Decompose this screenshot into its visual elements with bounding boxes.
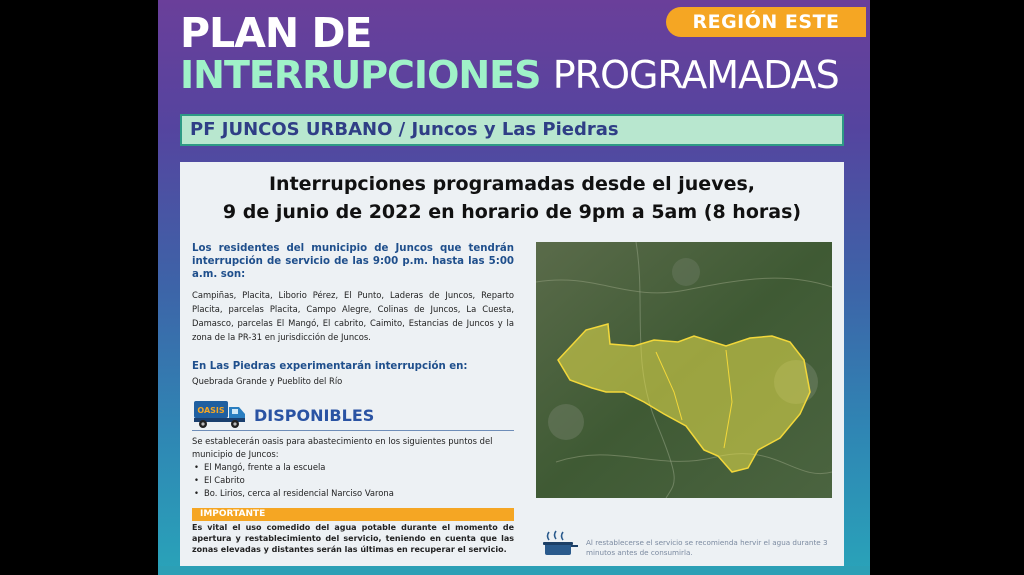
region-badge: REGIÓN ESTE xyxy=(666,7,866,37)
disponibles-heading: DISPONIBLES xyxy=(254,406,375,425)
truck-label: OASIS xyxy=(197,406,225,415)
places-list: Campiñas, Placita, Liborio Pérez, El Punto, Laderas de Juncos, Reparto Placita, parcelas Placita, Campo Alegre, Colinas de Juncos, La Cuesta, Damasco, parcelas El Mangó, El cabrito, Caimito, Estancias de Juncos y la zona de la PR-31 en jurisdicción de Juncos. xyxy=(192,290,514,342)
piedras-places: Quebrada Grande y Pueblito del Río xyxy=(192,376,343,386)
importante-heading: IMPORTANTE xyxy=(192,508,514,521)
title-line-2 xyxy=(180,54,839,96)
title-bold-word: INTERRUPCIONES xyxy=(180,53,541,97)
pf-bar: PF JUNCOS URBANO / Juncos y Las Piedras xyxy=(180,114,844,146)
boiling-pot-icon xyxy=(539,528,579,560)
list-item: • El Mangó, frente a la escuela xyxy=(192,461,514,474)
content-panel xyxy=(180,162,844,575)
divider xyxy=(192,430,514,431)
headline-line-2: 9 de junio de 2022 en horario de 9pm a 5am (8 horas) xyxy=(222,201,802,223)
title-line-1: PLAN DE xyxy=(180,9,372,57)
list-item: • El Cabrito xyxy=(192,474,514,487)
water-truck-icon xyxy=(192,398,248,430)
satellite-map xyxy=(536,242,832,498)
importante-text: Es vital el uso comedido del agua potable durante el momento de apertura y restablecimiento del servicio, teniendo en cuenta que las zonas elevadas y distantes serán las últimas en recuperar el servicio. xyxy=(192,523,514,554)
headline-line-1: Interrupciones programadas desde el jueves, xyxy=(268,173,755,195)
headline xyxy=(180,170,844,226)
poster xyxy=(158,0,870,575)
bottom-strip xyxy=(158,566,870,575)
oasis-list xyxy=(192,461,514,500)
boil-notice: Al restablecerse el servicio se recomienda hervir el agua durante 3 minutos antes de consumirla. xyxy=(586,538,828,557)
title-light-word: PROGRAMADAS xyxy=(552,53,839,97)
oasis-intro: Se establecerán oasis para abastecimiento en los siguientes puntos del municipio de Juncos: xyxy=(192,436,493,459)
piedras-heading: En Las Piedras experimentarán interrupción en: xyxy=(192,361,468,372)
intro-text: Los residentes del municipio de Juncos que tendrán interrupción de servicio de las 9:00 p.m. hasta las 5:00 a.m. son: xyxy=(192,243,514,280)
list-item: • Bo. Lirios, cerca al residencial Narciso Varona xyxy=(192,487,514,500)
